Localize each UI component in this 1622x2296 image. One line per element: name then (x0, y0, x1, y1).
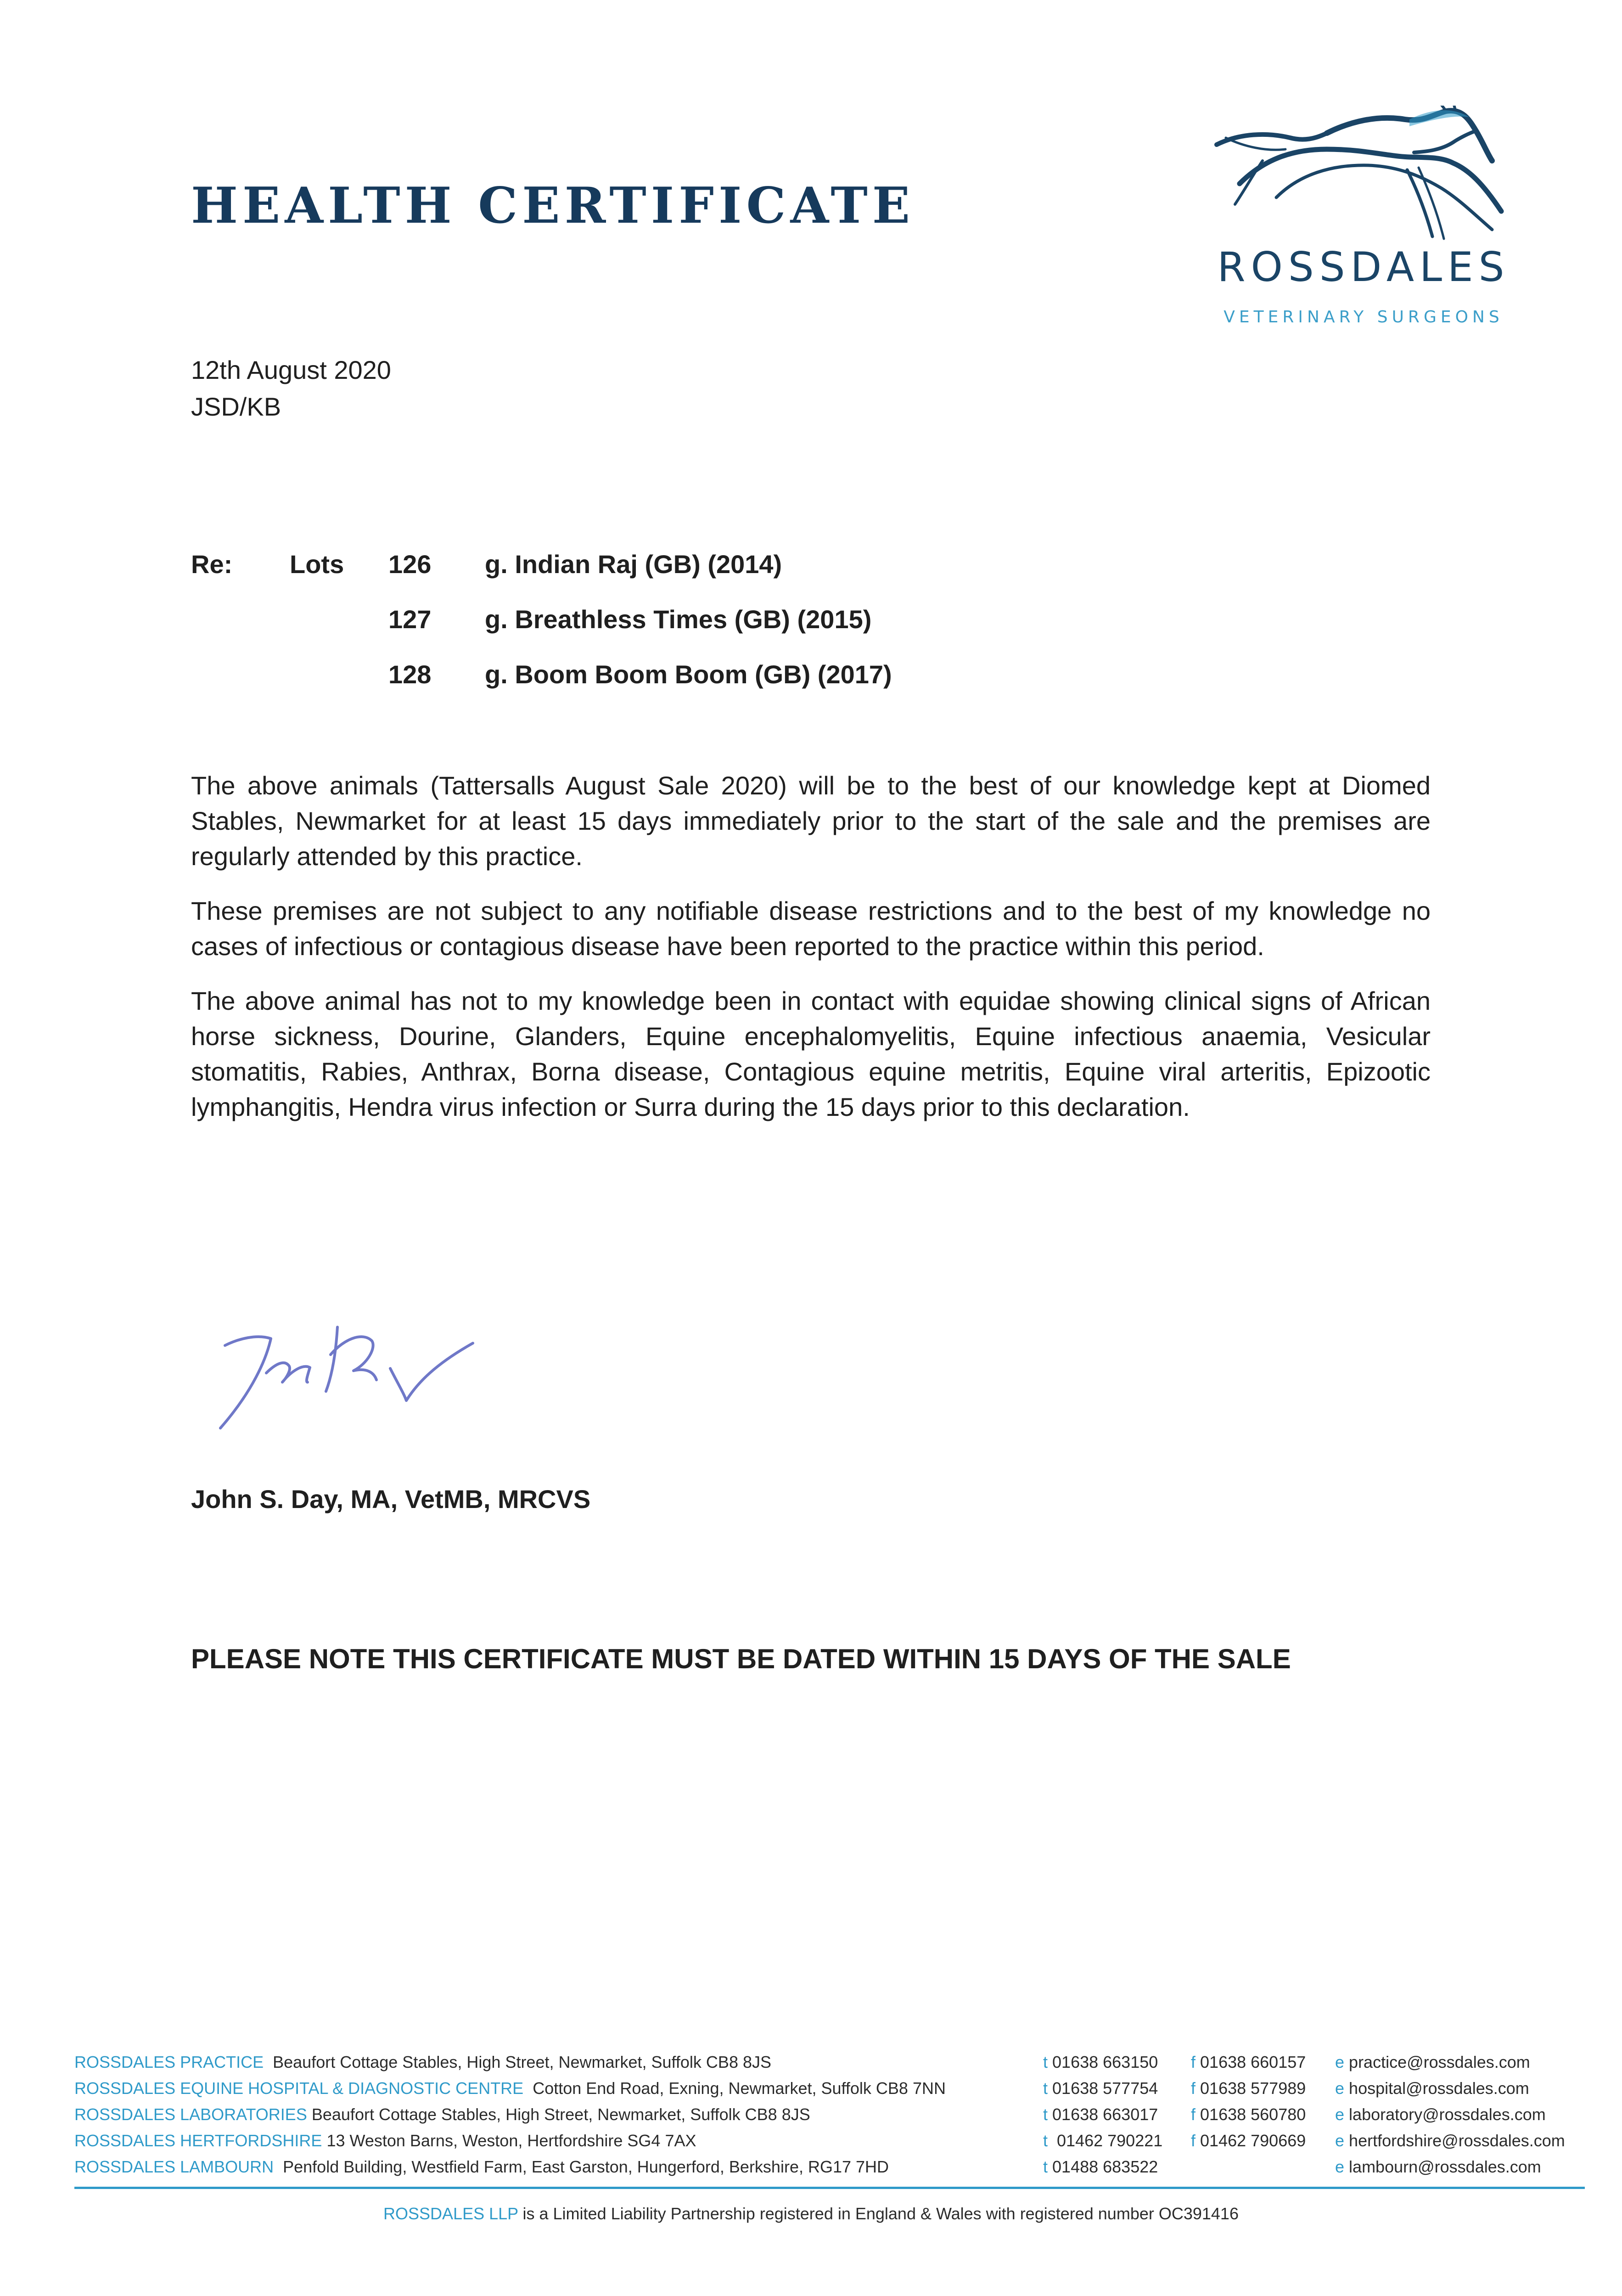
page-title: HEALTH CERTIFICATE (191, 177, 915, 235)
brand-tagline: VETERINARY SURGEONS (1224, 308, 1504, 326)
lot-horse: g. Indian Raj (GB) (2014) (485, 550, 782, 579)
footer-email[interactable]: laboratory@rossdales.com (1349, 2105, 1546, 2124)
footer-row (74, 2105, 1585, 2131)
lot-horse: g. Breathless Times (GB) (2015) (485, 605, 872, 634)
fax-prefix: f (1191, 2079, 1196, 2098)
signer-name: John S. Day, MA, VetMB, MRCVS (191, 1485, 591, 1514)
dating-notice: PLEASE NOTE THIS CERTIFICATE MUST BE DATED WITHIN 15 DAYS OF THE SALE (191, 1643, 1291, 1674)
phone-prefix: t (1043, 2157, 1048, 2176)
body-paragraph: The above animal has not to my knowledge been in contact with equidae showing clinical signs of African horse sickness, Dourine, Glanders, Equine encephalomyelitis, Equine infectious anaemia, Vesicular stomatitis, Rabies, Anthrax, Borna disease, Contagious equine metritis, Equine viral arteritis, Epizootic lymphangitis, Hendra virus infection or Surra during the 15 days prior to this declaration. (191, 986, 1431, 1121)
lot-horse: g. Boom Boom Boom (GB) (2017) (485, 660, 892, 689)
phone-prefix: t (1043, 2079, 1048, 2098)
footer-branch-address: Beaufort Cottage Stables, High Street, Newmarket, Suffolk CB8 8JS (273, 2053, 771, 2071)
footer-email[interactable]: hertfordshire@rossdales.com (1349, 2131, 1565, 2150)
footer-row (74, 2131, 1585, 2157)
fax-prefix: f (1191, 2131, 1196, 2150)
footer-fax: 01638 560780 (1200, 2105, 1306, 2124)
footer-fax: 01638 577989 (1200, 2079, 1306, 2098)
footer-email[interactable]: hospital@rossdales.com (1349, 2079, 1529, 2098)
lots-label: Lots (290, 550, 344, 579)
footer-branch-address: Penfold Building, Westfield Farm, East Garston, Hungerford, Berkshire, RG17 7HD (283, 2157, 889, 2176)
lot-number: 127 (388, 605, 432, 634)
footer-contacts (74, 2053, 1585, 2183)
brand-name: ROSSDALES (1217, 243, 1510, 291)
lot-number: 128 (388, 660, 432, 689)
footer-phone: 01638 577754 (1052, 2079, 1158, 2098)
footer-email[interactable]: practice@rossdales.com (1349, 2053, 1530, 2071)
email-prefix: e (1335, 2105, 1345, 2124)
footer-phone: 01638 663017 (1052, 2105, 1158, 2124)
llp-registration (0, 2204, 1622, 2223)
footer-branch-name: ROSSDALES HERTFORDSHIRE (74, 2131, 322, 2150)
email-prefix: e (1335, 2131, 1345, 2150)
re-label: Re: (191, 550, 233, 579)
galloping-horse-logo-icon (1212, 106, 1515, 248)
letter-reference: JSD/KB (191, 392, 281, 421)
footer-branch-address: Beaufort Cottage Stables, High Street, Newmarket, Suffolk CB8 8JS (311, 2105, 810, 2124)
email-prefix: e (1335, 2157, 1345, 2176)
phone-prefix: t (1043, 2131, 1048, 2150)
footer-phone: 01488 683522 (1052, 2157, 1158, 2176)
phone-prefix: t (1043, 2053, 1048, 2071)
footer-branch-name: ROSSDALES EQUINE HOSPITAL & DIAGNOSTIC CENTRE (74, 2079, 524, 2098)
footer-phone: 01638 663150 (1052, 2053, 1158, 2071)
footer-fax: 01638 660157 (1200, 2053, 1306, 2071)
phone-prefix: t (1043, 2105, 1048, 2124)
footer-row (74, 2079, 1585, 2105)
body-paragraph: These premises are not subject to any notifiable disease restrictions and to the best of my knowledge no cases of infectious or contagious disease have been reported to the practice within this period. (191, 896, 1431, 961)
footer-row (74, 2157, 1585, 2183)
footer-email[interactable]: lambourn@rossdales.com (1349, 2157, 1541, 2176)
lot-number: 126 (388, 550, 432, 579)
letter-date: 12th August 2020 (191, 355, 391, 384)
footer-branch-name: ROSSDALES LABORATORIES (74, 2105, 307, 2124)
footer-branch-name: ROSSDALES PRACTICE (74, 2053, 264, 2071)
llp-text: is a Limited Liability Partnership registered in England & Wales with registered number OC391416 (522, 2204, 1239, 2223)
email-prefix: e (1335, 2053, 1345, 2071)
certificate-body (191, 768, 1431, 1144)
body-paragraph: The above animals (Tattersalls August Sale 2020) will be to the best of our knowledge kept at Diomed Stables, Newmarket for at least 15 days immediately prior to the start of the sale and the premises are regularly attended by this practice. (191, 771, 1431, 871)
rossdales-logo (1212, 106, 1515, 344)
footer-fax: 01462 790669 (1200, 2131, 1306, 2150)
footer-divider (74, 2187, 1585, 2189)
letter-date-block (191, 352, 391, 425)
footer-row (74, 2053, 1585, 2079)
email-prefix: e (1335, 2079, 1345, 2098)
fax-prefix: f (1191, 2105, 1196, 2124)
llp-name: ROSSDALES LLP (383, 2204, 518, 2223)
handwritten-signature-icon (216, 1313, 500, 1442)
footer-branch-address: Cotton End Road, Exning, Newmarket, Suffolk CB8 7NN (533, 2079, 946, 2098)
footer-branch-name: ROSSDALES LAMBOURN (74, 2157, 274, 2176)
fax-prefix: f (1191, 2053, 1196, 2071)
footer-branch-address: 13 Weston Barns, Weston, Hertfordshire SG4 7AX (326, 2131, 696, 2150)
footer-phone: 01462 790221 (1057, 2131, 1163, 2150)
